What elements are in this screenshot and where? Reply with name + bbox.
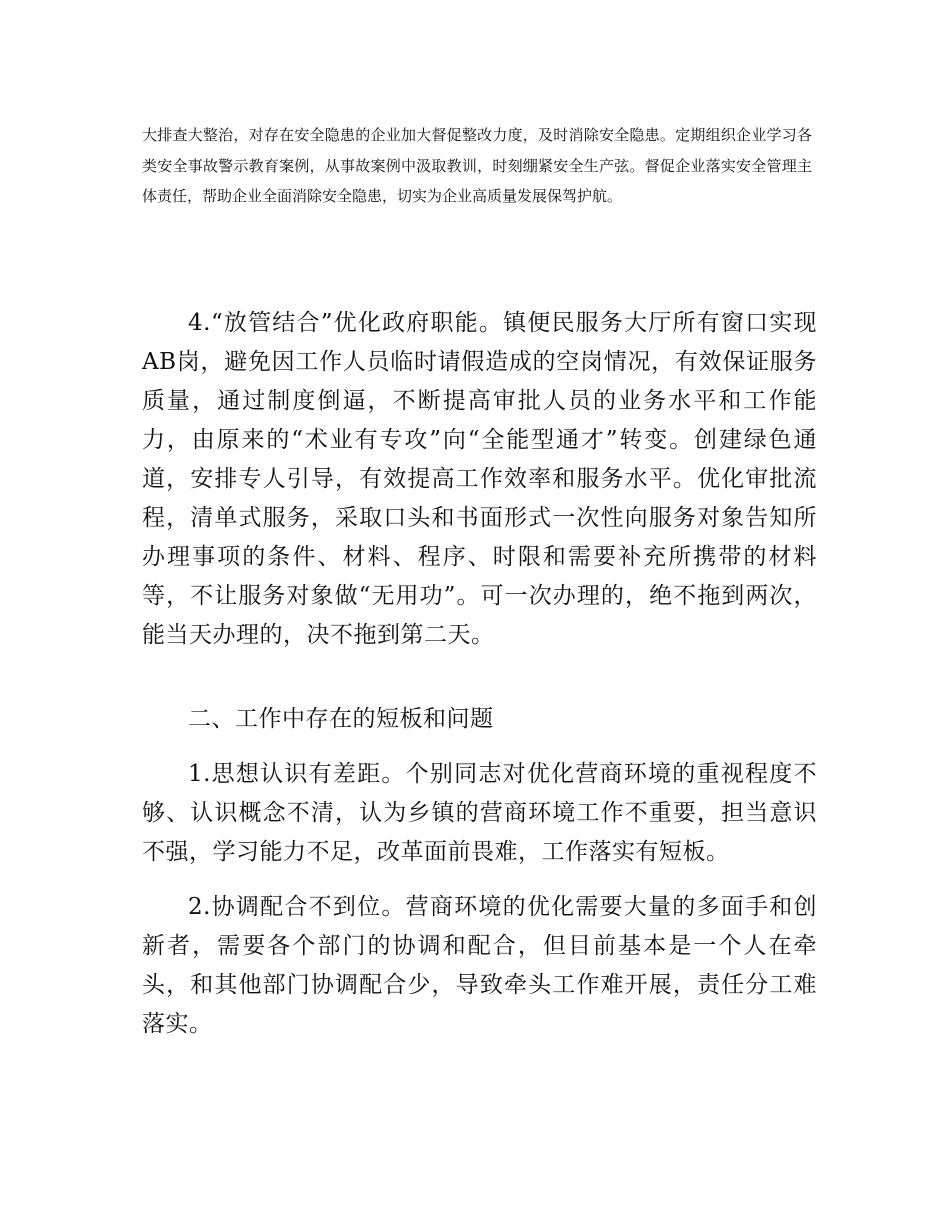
section-2-item-1-paragraph: 1.思想认识有差距。个别同志对优化营商环境的重视程度不够、认识概念不清，认为乡镇的营商环境工作不重要，担当意识不强，学习能力不足，改革面前畏难，工作落实有短板。 [142,761,817,865]
item-4-paragraph: 4.“放管结合”优化政府职能。镇便民服务大厅所有窗口实现AB岗，避免因工作人员临时请假造成的空岗情况，有效保证服务质量，通过制度倒逼，不断提高审批人员的业务水平和工作能力，由原来的“术业有专攻”向“全能型通才”转变。创建绿色通道，安排专人引导，有效提高工作效率和服务水平。优化审批流程，清单式服务，采取口头和书面形式一次性向服务对象告知所办理事项的条件、材料、程序、时限和需要补充所携带的材料等，不让服务对象做“无用功”。可一次办理的，绝不拖到两次，能当天办理的，决不拖到第二天。 [142,310,817,648]
continuation-paragraph: 大排查大整治，对存在安全隐患的企业加大督促整改力度，及时消除安全隐患。定期组织企业学习各类安全事故警示教育案例，从事故案例中汲取教训，时刻绷紧安全生产弦。督促企业落实安全管理主体责任，帮助企业全面消除安全隐患，切实为企业高质量发展保驾护航。 [142,126,812,205]
section-2-item-2-paragraph: 2.协调配合不到位。营商环境的优化需要大量的多面手和创新者，需要各个部门的协调和配合，但目前基本是一个人在牵头，和其他部门协调配合少，导致牵头工作难开展，责任分工难落实。 [142,894,817,1037]
section-2-heading: 二、工作中存在的短板和问题 [188,706,494,732]
